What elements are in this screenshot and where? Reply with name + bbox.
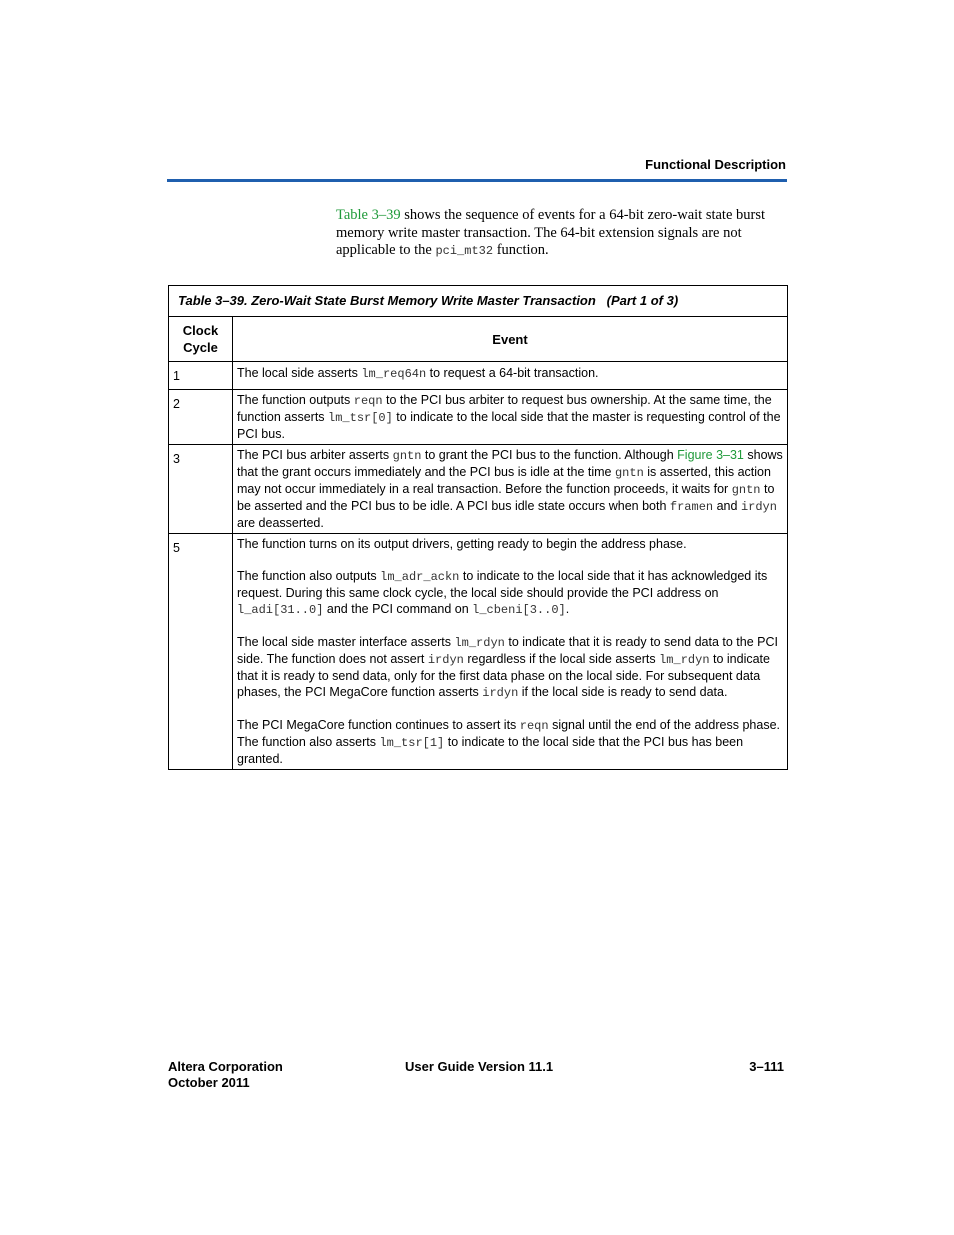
footer-page-number: 3–111 [749,1059,784,1074]
signal-name: irdyn [427,653,464,667]
event-text: are deasserted. [237,516,324,530]
signal-name: l_adi[31..0] [237,603,324,617]
table-caption-row [169,286,788,317]
footer-left [168,1059,283,1090]
table-row [169,390,788,445]
figure-reference-link[interactable]: Figure 3–31 [677,448,744,462]
column-header-clock-line2: Cycle [183,340,218,355]
signal-name: lm_adr_ackn [380,570,460,584]
event-text: to indicate that it is ready to send data to the PCI side. The function does not assert [237,635,778,666]
event-paragraph [237,717,783,767]
signal-name: lm_tsr[0] [328,411,393,425]
signal-name: lm_rdyn [659,653,710,667]
signal-name: gntn [731,483,761,497]
cycle-cell: 5 [169,534,233,770]
event-text: if the local side is ready to send data. [518,685,728,699]
footer-date: October 2011 [168,1074,250,1090]
table-header-row [169,317,788,362]
table-row [169,534,788,770]
event-text: to indicate to the local side that it has acknowledged its request. During this same clock cycle, the local side should provide the PCI address on [237,569,768,600]
intro-code: pci_mt32 [435,244,494,258]
signal-name: gntn [614,466,644,480]
column-header-clock-line1: Clock [182,323,219,338]
paragraph-gap [237,618,783,634]
event-text: to be asserted and the PCI bus to be idle. A PCI bus idle state occurs when both [237,482,775,513]
event-text: shows that the grant occurs immediately and the PCI bus is idle at the time [237,448,783,479]
event-text: The PCI MegaCore function continues to assert its [237,718,520,732]
signal-name: irdyn [482,686,519,700]
event-text: to indicate to the local side that the PCI bus has been granted. [237,735,744,766]
signal-name: lm_tsr[1] [379,736,445,750]
event-text: The function also outputs [237,569,381,583]
page-header-title: Functional Description [645,157,786,172]
footer-company: Altera Corporation [168,1059,283,1074]
cycle-cell: 1 [169,362,233,390]
cycle-cell: 2 [169,390,233,445]
cycle-cell: 3 [169,445,233,534]
signal-name: l_cbeni[3..0] [472,603,566,617]
event-text: to the PCI bus arbiter to request bus ownership. At the same time, the function asserts [237,393,772,424]
event-cell [233,445,788,534]
signal-name: reqn [353,394,383,408]
event-paragraph: The function turns on its output drivers, getting ready to begin the address phase. [237,537,687,551]
table-reference-link[interactable]: Table 3–39 [336,207,401,223]
event-paragraph [237,634,783,701]
event-paragraph [237,568,783,618]
intro-text-end: function. [493,242,549,258]
events-table [168,285,788,770]
event-cell [233,362,788,390]
intro-text: shows the sequence of events for a 64-bit zero-wait state burst memory write master transaction. The 64-bit extension signals are not applicable to the [336,207,766,258]
event-text: to indicate that it is ready to send data, only for the first data phase on the local side. For subsequent data phases, the PCI MegaCore function asserts [237,652,770,699]
paragraph-gap [237,701,783,717]
event-text: signal until the end of the address phase. The function also asserts [237,718,781,749]
column-header-clock-cycle [169,317,233,362]
signal-name: gntn [392,449,422,463]
event-text: The PCI bus arbiter asserts [237,448,393,462]
event-text: . [565,602,570,616]
table-caption: Table 3–39. Zero-Wait State Burst Memory Write Master Transaction (Part 1 of 3) [169,286,788,317]
event-text: The local side asserts [237,366,362,380]
signal-name: irdyn [740,500,777,514]
signal-name: lm_rdyn [454,636,505,650]
event-text: The function outputs [237,393,354,407]
signal-name: lm_req64n [361,367,427,381]
event-text: and [713,499,741,513]
column-header-event: Event [233,317,788,362]
event-text: regardless if the local side asserts [463,652,660,666]
event-text: is asserted, this action may not occur immediately in a real transaction. Before the function proceeds, it waits for [237,465,771,496]
paragraph-gap [237,552,783,568]
signal-name: reqn [519,719,549,733]
header-rule [167,179,787,182]
event-cell [233,534,788,770]
footer-guide-version: User Guide Version 11.1 [405,1059,554,1074]
event-cell [233,390,788,445]
event-text: to request a 64-bit transaction. [426,366,599,380]
event-text: The local side master interface asserts [237,635,455,649]
event-text: to grant the PCI bus to the function. Although [421,448,678,462]
table-row [169,445,788,534]
table-row [169,362,788,390]
signal-name: framen [669,500,714,514]
event-text: and the PCI command on [323,602,473,616]
intro-paragraph [336,207,788,261]
event-text: to indicate to the local side that the master is requesting control of the PCI bus. [237,410,781,441]
